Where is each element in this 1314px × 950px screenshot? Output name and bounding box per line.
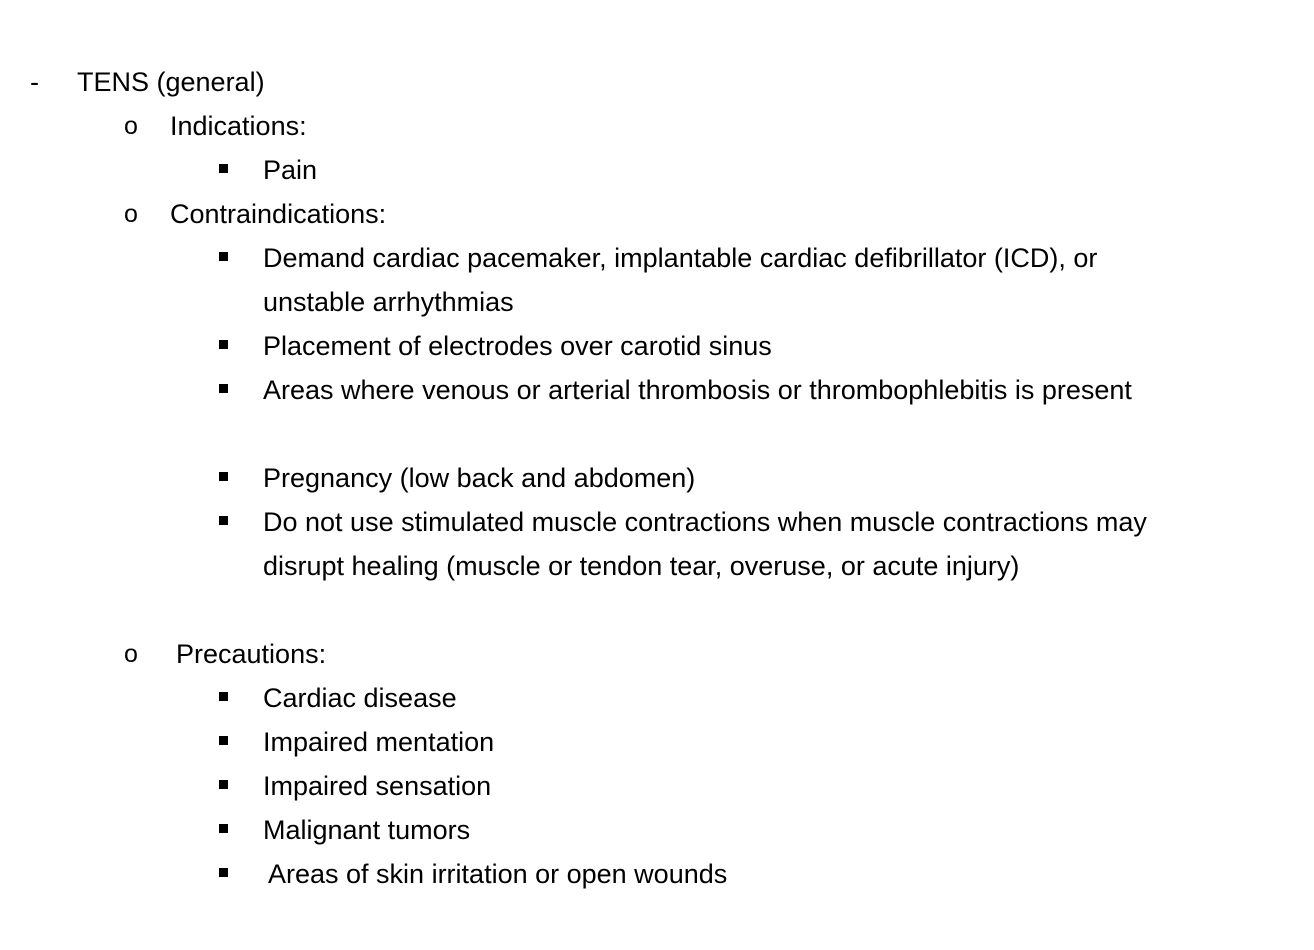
contraindication-text: Do not use stimulated muscle contractions when muscle contractions may disrupt healing (muscle or tendon tear, overuse, or acute injury) (263, 507, 1155, 581)
circle-bullet: o (124, 200, 138, 228)
outline-item-contraindications (0, 192, 1314, 236)
precaution-text: Cardiac disease (263, 683, 457, 713)
square-bullet-icon (219, 868, 228, 877)
square-bullet-icon (219, 692, 228, 701)
precautions-heading: Precautions: (176, 639, 327, 669)
contraindication-text: Placement of electrodes over carotid sinus (263, 331, 772, 361)
square-bullet-icon (219, 472, 228, 481)
square-bullet-icon (219, 252, 228, 261)
circle-bullet: o (124, 640, 138, 668)
precaution-text: Impaired sensation (263, 771, 492, 801)
square-bullet-icon (219, 736, 228, 745)
square-bullet-icon (219, 340, 228, 349)
list-item (0, 720, 1314, 764)
outline-item-precautions (0, 632, 1314, 676)
list-item (0, 368, 1314, 456)
indication-text: Pain (263, 155, 318, 185)
list-item (0, 808, 1314, 852)
outline-heading-tens: TENS (general) (77, 67, 265, 97)
square-bullet-icon (219, 516, 228, 525)
contraindication-text: Pregnancy (low back and abdomen) (263, 463, 696, 493)
contraindication-text: Demand cardiac pacemaker, implantable cardiac defibrillator (ICD), or unstable arrhythmias (263, 243, 1105, 317)
circle-bullet: o (124, 112, 138, 140)
precaution-text: Malignant tumors (263, 815, 471, 845)
square-bullet-icon (219, 780, 228, 789)
list-item (0, 148, 1314, 192)
indications-heading: Indications: (170, 111, 307, 141)
list-item (0, 764, 1314, 808)
contraindication-text: Areas where venous or arterial thrombosis or thrombophlebitis is present (263, 375, 1132, 405)
dash-bullet: - (30, 67, 39, 97)
precaution-text: Impaired mentation (263, 727, 495, 757)
square-bullet-icon (219, 824, 228, 833)
list-item (0, 456, 1314, 500)
document-outline (0, 60, 1314, 896)
list-item (0, 236, 1314, 324)
outline-item-tens (0, 60, 1314, 104)
outline-item-indications (0, 104, 1314, 148)
list-item (0, 324, 1314, 368)
list-item (0, 852, 1314, 896)
list-item (0, 500, 1314, 632)
list-item (0, 676, 1314, 720)
square-bullet-icon (219, 164, 228, 173)
precaution-text: Areas of skin irritation or open wounds (268, 859, 728, 889)
square-bullet-icon (219, 384, 228, 393)
contraindications-heading: Contraindications: (170, 199, 387, 229)
